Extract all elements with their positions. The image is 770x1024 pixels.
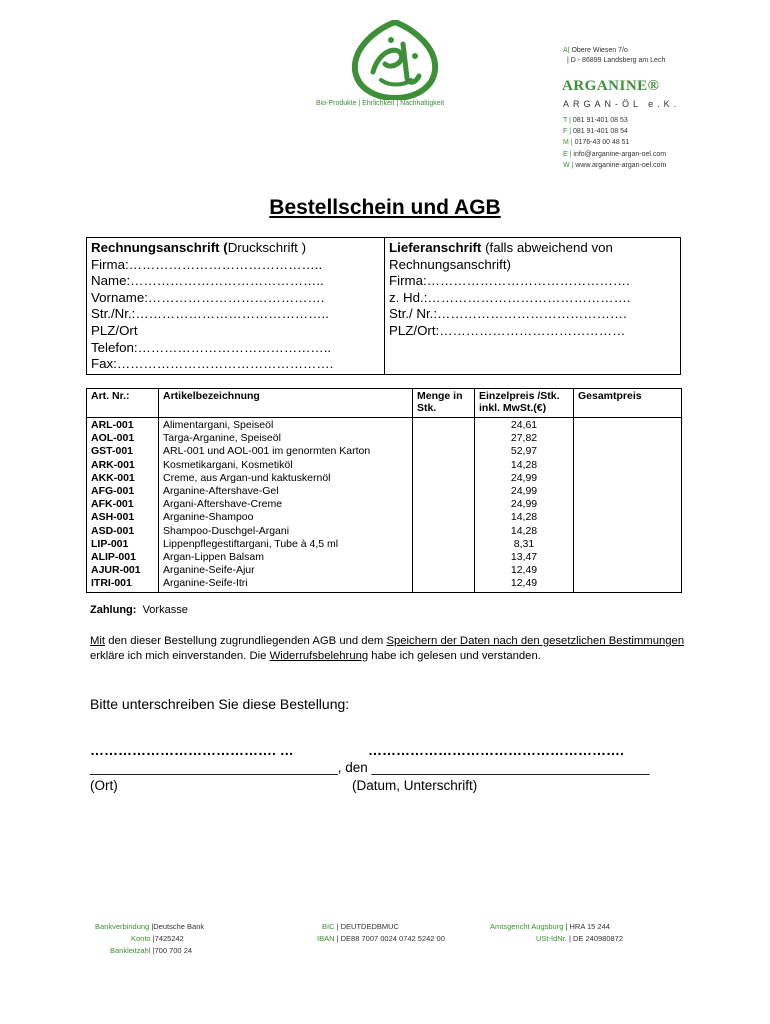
item-name: Argani-Aftershave-Creme xyxy=(163,498,283,511)
signature-dots-left: …………………………………. … xyxy=(90,742,294,758)
item-price: 24,99 xyxy=(510,485,538,498)
page-title: Bestellschein und AGB xyxy=(269,196,501,219)
item-price: 14,28 xyxy=(510,458,538,471)
payment-label: Zahlung: xyxy=(90,604,137,616)
item-name: Arganine-Shampoo xyxy=(163,511,254,524)
item-price: 8,31 xyxy=(513,537,535,550)
item-code: ASD-001 xyxy=(91,524,135,537)
item-name: Arganine-Seife-Ajur xyxy=(163,564,255,577)
contact-fax: F | 081 91-401 08 54 xyxy=(563,128,628,135)
billing-field-street[interactable]: Str./Nr.:…………………………………….. xyxy=(91,306,329,322)
shipping-address xyxy=(389,240,631,340)
address-line-1: A| Obere Wiesen 7/o xyxy=(563,47,628,54)
table-header-row xyxy=(87,389,682,418)
item-name: Arganine-Seife-Itri xyxy=(163,577,248,590)
item-code: ASH-001 xyxy=(91,511,135,524)
billing-field-name[interactable]: Name:…………………………………….. xyxy=(91,273,324,289)
signature-ort-label: (Ort) xyxy=(90,778,118,793)
item-name: Kosmetikargani, Kosmetiköl xyxy=(163,458,293,471)
table-body-row xyxy=(87,418,682,593)
item-code: AKK-001 xyxy=(91,471,135,484)
address-divider xyxy=(384,238,385,374)
item-code: LIP-001 xyxy=(91,537,129,550)
item-price: 13,47 xyxy=(510,551,538,564)
item-code: AOL-001 xyxy=(91,432,135,445)
brand-name: ARGANINE® xyxy=(562,78,660,94)
signature-prompt: Bitte unterschreiben Sie diese Bestellung: xyxy=(90,696,350,712)
name-column xyxy=(159,418,413,593)
item-code: ALIP-001 xyxy=(91,551,136,564)
item-name: Alimentargani, Speiseöl xyxy=(163,419,274,431)
signature-dots-right: ………………………………………………. xyxy=(368,742,624,758)
header-menge: Menge in Stk. xyxy=(413,389,475,418)
contact-phone: T | 081 91-401 08 53 xyxy=(563,117,628,124)
shipping-field-firma[interactable]: Firma:………………………………………. xyxy=(389,273,630,289)
billing-field-fax[interactable]: Fax:…………………………………………. xyxy=(91,356,334,372)
agb-consent-text xyxy=(90,634,690,663)
shipping-field-street[interactable]: Str./ Nr.:……………………………………. xyxy=(389,306,627,322)
item-name: Argan-Lippen Balsam xyxy=(163,551,264,564)
item-price: 52,97 xyxy=(510,445,538,458)
signature-datum-label: (Datum, Unterschrift) xyxy=(352,778,478,793)
item-price: 24,61 xyxy=(510,419,538,431)
brand-subtitle: ARGAN-ÖL e.K. xyxy=(563,99,681,109)
item-code: AFG-001 xyxy=(91,485,135,498)
address-box xyxy=(86,237,681,375)
shipping-field-zhd[interactable]: z. Hd.:………………………………………. xyxy=(389,289,631,305)
billing-field-telefon[interactable]: Telefon:…………………………………….. xyxy=(91,339,332,355)
item-price: 24,99 xyxy=(510,498,538,511)
footer-bank-line-2: Konto |7425242 xyxy=(131,934,184,943)
billing-field-plz[interactable]: PLZ/Ort xyxy=(91,322,138,338)
item-price: 12,49 xyxy=(510,564,538,577)
item-code: GST-001 xyxy=(91,445,134,458)
item-code: ARK-001 xyxy=(91,458,135,471)
code-column xyxy=(87,418,159,593)
order-table xyxy=(86,388,682,593)
payment-line xyxy=(90,604,188,616)
signature-line[interactable]: _________________________________, den _____________________________________ xyxy=(90,760,650,775)
header-gesamtpreis: Gesamtpreis xyxy=(574,389,682,418)
address-line-2: | D - 86899 Landsberg am Lech xyxy=(567,57,666,64)
billing-heading: Rechnungsanschrift (Druckschrift ) xyxy=(91,240,306,255)
tagline: Bio-Produkte | Ehrlichkeit | Nachhaltigkeit xyxy=(316,100,445,107)
shipping-heading: Lieferanschrift (falls abweichend von xyxy=(389,240,613,255)
footer-vat: USt-IdNr. | DE 240980872 xyxy=(536,934,624,943)
widerrufsbelehrung-link[interactable]: Widerrufsbelehrung xyxy=(269,649,369,662)
contact-email[interactable]: E | info@arganine-argan-oel.com xyxy=(563,151,667,158)
shipping-heading-line2: Rechnungsanschrift) xyxy=(389,256,511,272)
footer-bic: BIC | DEUTDEDBMUC xyxy=(322,922,399,931)
footer-bank-line-1: Bankverbindung |Deutsche Bank xyxy=(95,922,205,931)
billing-address xyxy=(91,240,333,373)
item-name: Arganine-Aftershave-Gel xyxy=(163,485,279,498)
item-code: AJUR-001 xyxy=(91,564,141,577)
item-price: 27,82 xyxy=(510,432,538,445)
item-name: Lippenpflegestiftargani, Tube à 4,5 ml xyxy=(163,537,339,550)
payment-value: Vorkasse xyxy=(142,604,188,616)
footer-bank-line-3: Bankleitzahl |700 700 24 xyxy=(110,946,193,955)
item-price: 12,49 xyxy=(510,577,538,590)
item-name: ARL-001 und AOL-001 im genormten Karton xyxy=(163,445,371,458)
agb-text-part: habe ich gelesen und verstanden. xyxy=(368,649,541,662)
price-column xyxy=(475,418,574,593)
item-price: 24,99 xyxy=(510,471,538,484)
quantity-column[interactable] xyxy=(413,418,475,593)
header-artikel: Artikelbezeichnung xyxy=(159,389,413,418)
agb-text-part: den dieser Bestellung zugrundliegenden AGB und dem xyxy=(105,635,387,647)
billing-field-firma[interactable]: Firma:…………………………………….. xyxy=(91,256,323,272)
agb-text-speichern: Speichern der Daten nach den gesetzlichen Bestimmungen xyxy=(386,635,685,647)
contact-web[interactable]: W | www.arganine-argan-oel.com xyxy=(563,162,667,169)
footer-court: Amtsgericht Augsburg | HRA 15 244 xyxy=(490,922,610,931)
item-name: Targa-Arganine, Speiseöl xyxy=(163,432,281,445)
item-name: Shampoo-Duschgel-Argani xyxy=(163,524,290,537)
contact-mobile: M | 0176-43 00 48 51 xyxy=(563,139,630,146)
agb-text-mit: Mit xyxy=(90,635,106,647)
shipping-field-plz[interactable]: PLZ/Ort:…………………………………… xyxy=(389,322,626,338)
item-code: AFK-001 xyxy=(91,498,134,511)
billing-field-vorname[interactable]: Vorname:…………………………………. xyxy=(91,289,325,305)
item-price: 14,28 xyxy=(510,524,538,537)
item-code: ITRI-001 xyxy=(91,577,132,590)
item-code: ARL-001 xyxy=(91,419,134,431)
agb-text-part: erkläre ich mich einverstanden. Die xyxy=(90,649,270,662)
total-column[interactable] xyxy=(574,418,682,593)
item-price: 14,28 xyxy=(510,511,538,524)
arganine-logo-icon xyxy=(345,20,445,100)
item-name: Creme, aus Argan-und kaktuskernöl xyxy=(163,471,331,484)
header-art-nr: Art. Nr.: xyxy=(87,389,159,418)
header-einzelpreis: Einzelpreis /Stk. inkl. MwSt.(€) xyxy=(475,389,574,418)
footer-iban: IBAN | DE88 7007 0024 0742 5242 00 xyxy=(317,934,445,943)
